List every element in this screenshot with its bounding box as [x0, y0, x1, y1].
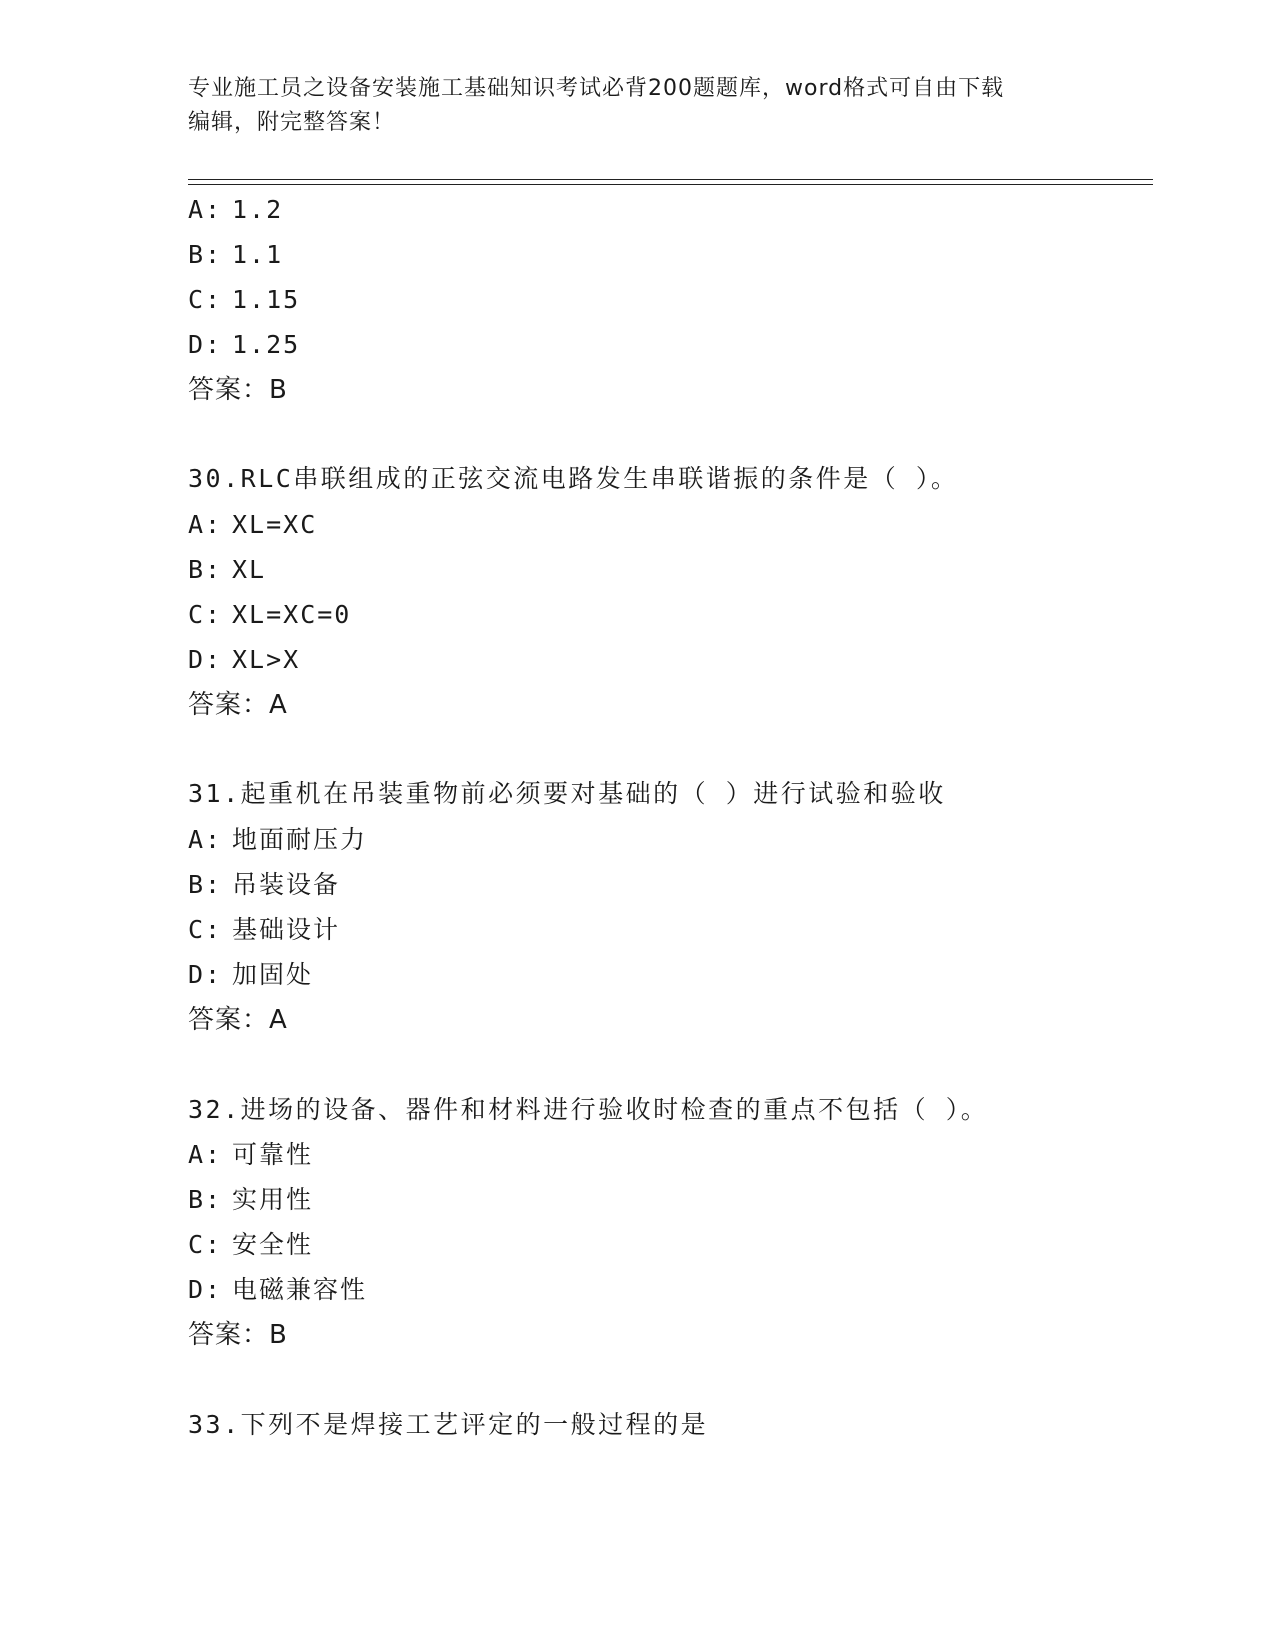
option-text: 加固处 — [232, 960, 314, 989]
option-text: XL=XC=0 — [232, 600, 352, 629]
option-a — [188, 509, 317, 541]
option-a — [188, 194, 283, 226]
option-d — [188, 329, 300, 361]
question-stem: 31.起重机在吊装重物前必须要对基础的（ ）进行试验和验收 — [188, 779, 946, 808]
answer-line: 答案：A — [188, 1005, 288, 1035]
option-text: XL>X — [232, 645, 301, 674]
option-d — [188, 959, 313, 991]
header-divider-bottom — [188, 184, 1153, 185]
option-label: D: — [188, 960, 223, 989]
option-label: D: — [188, 1275, 223, 1304]
option-a — [188, 824, 367, 856]
option-label: B: — [188, 1185, 223, 1214]
option-text: 基础设计 — [232, 915, 341, 944]
header-divider-top — [188, 179, 1153, 180]
option-label: C: — [188, 285, 223, 314]
option-text: 实用性 — [232, 1185, 314, 1214]
header-line-1: 专业施工员之设备安装施工基础知识考试必背200题题库，word格式可自由下载 — [188, 76, 1005, 101]
option-c — [188, 599, 351, 631]
question-stem: 32.进场的设备、器件和材料进行验收时检查的重点不包括（ ）。 — [188, 1095, 989, 1124]
option-text: XL=XC — [232, 510, 318, 539]
option-text: XL — [232, 555, 267, 584]
option-text: 1.25 — [232, 330, 301, 359]
answer-line: 答案：B — [188, 375, 288, 405]
option-text: 安全性 — [232, 1230, 314, 1259]
option-c — [188, 284, 300, 316]
option-label: B: — [188, 555, 223, 584]
option-label: A: — [188, 1140, 223, 1169]
option-label: B: — [188, 870, 223, 899]
option-text: 1.2 — [232, 195, 284, 224]
option-label: C: — [188, 600, 223, 629]
option-label: A: — [188, 510, 223, 539]
option-b — [188, 1184, 313, 1216]
option-label: C: — [188, 1230, 223, 1259]
option-label: D: — [188, 330, 223, 359]
answer-line: 答案：B — [188, 1320, 288, 1350]
option-label: D: — [188, 645, 223, 674]
document-header — [188, 72, 1088, 140]
option-a — [188, 1139, 313, 1171]
option-text: 1.1 — [232, 240, 284, 269]
option-c — [188, 1229, 313, 1261]
option-text: 1.15 — [232, 285, 301, 314]
option-c — [188, 914, 340, 946]
question-stem: 33.下列不是焊接工艺评定的一般过程的是 — [188, 1410, 709, 1439]
option-d — [188, 644, 300, 676]
option-text: 地面耐压力 — [232, 825, 368, 854]
option-label: A: — [188, 195, 223, 224]
option-label: C: — [188, 915, 223, 944]
option-d — [188, 1274, 367, 1306]
option-text: 电磁兼容性 — [232, 1275, 368, 1304]
question-stem: 30.RLC串联组成的正弦交流电路发生串联谐振的条件是（ ）。 — [188, 464, 959, 493]
option-label: A: — [188, 825, 223, 854]
option-b — [188, 554, 266, 586]
option-text: 可靠性 — [232, 1140, 314, 1169]
header-line-2: 编辑，附完整答案！ — [188, 110, 396, 135]
option-label: B: — [188, 240, 223, 269]
option-text: 吊装设备 — [232, 870, 341, 899]
answer-line: 答案：A — [188, 690, 288, 720]
option-b — [188, 239, 283, 271]
option-b — [188, 869, 340, 901]
